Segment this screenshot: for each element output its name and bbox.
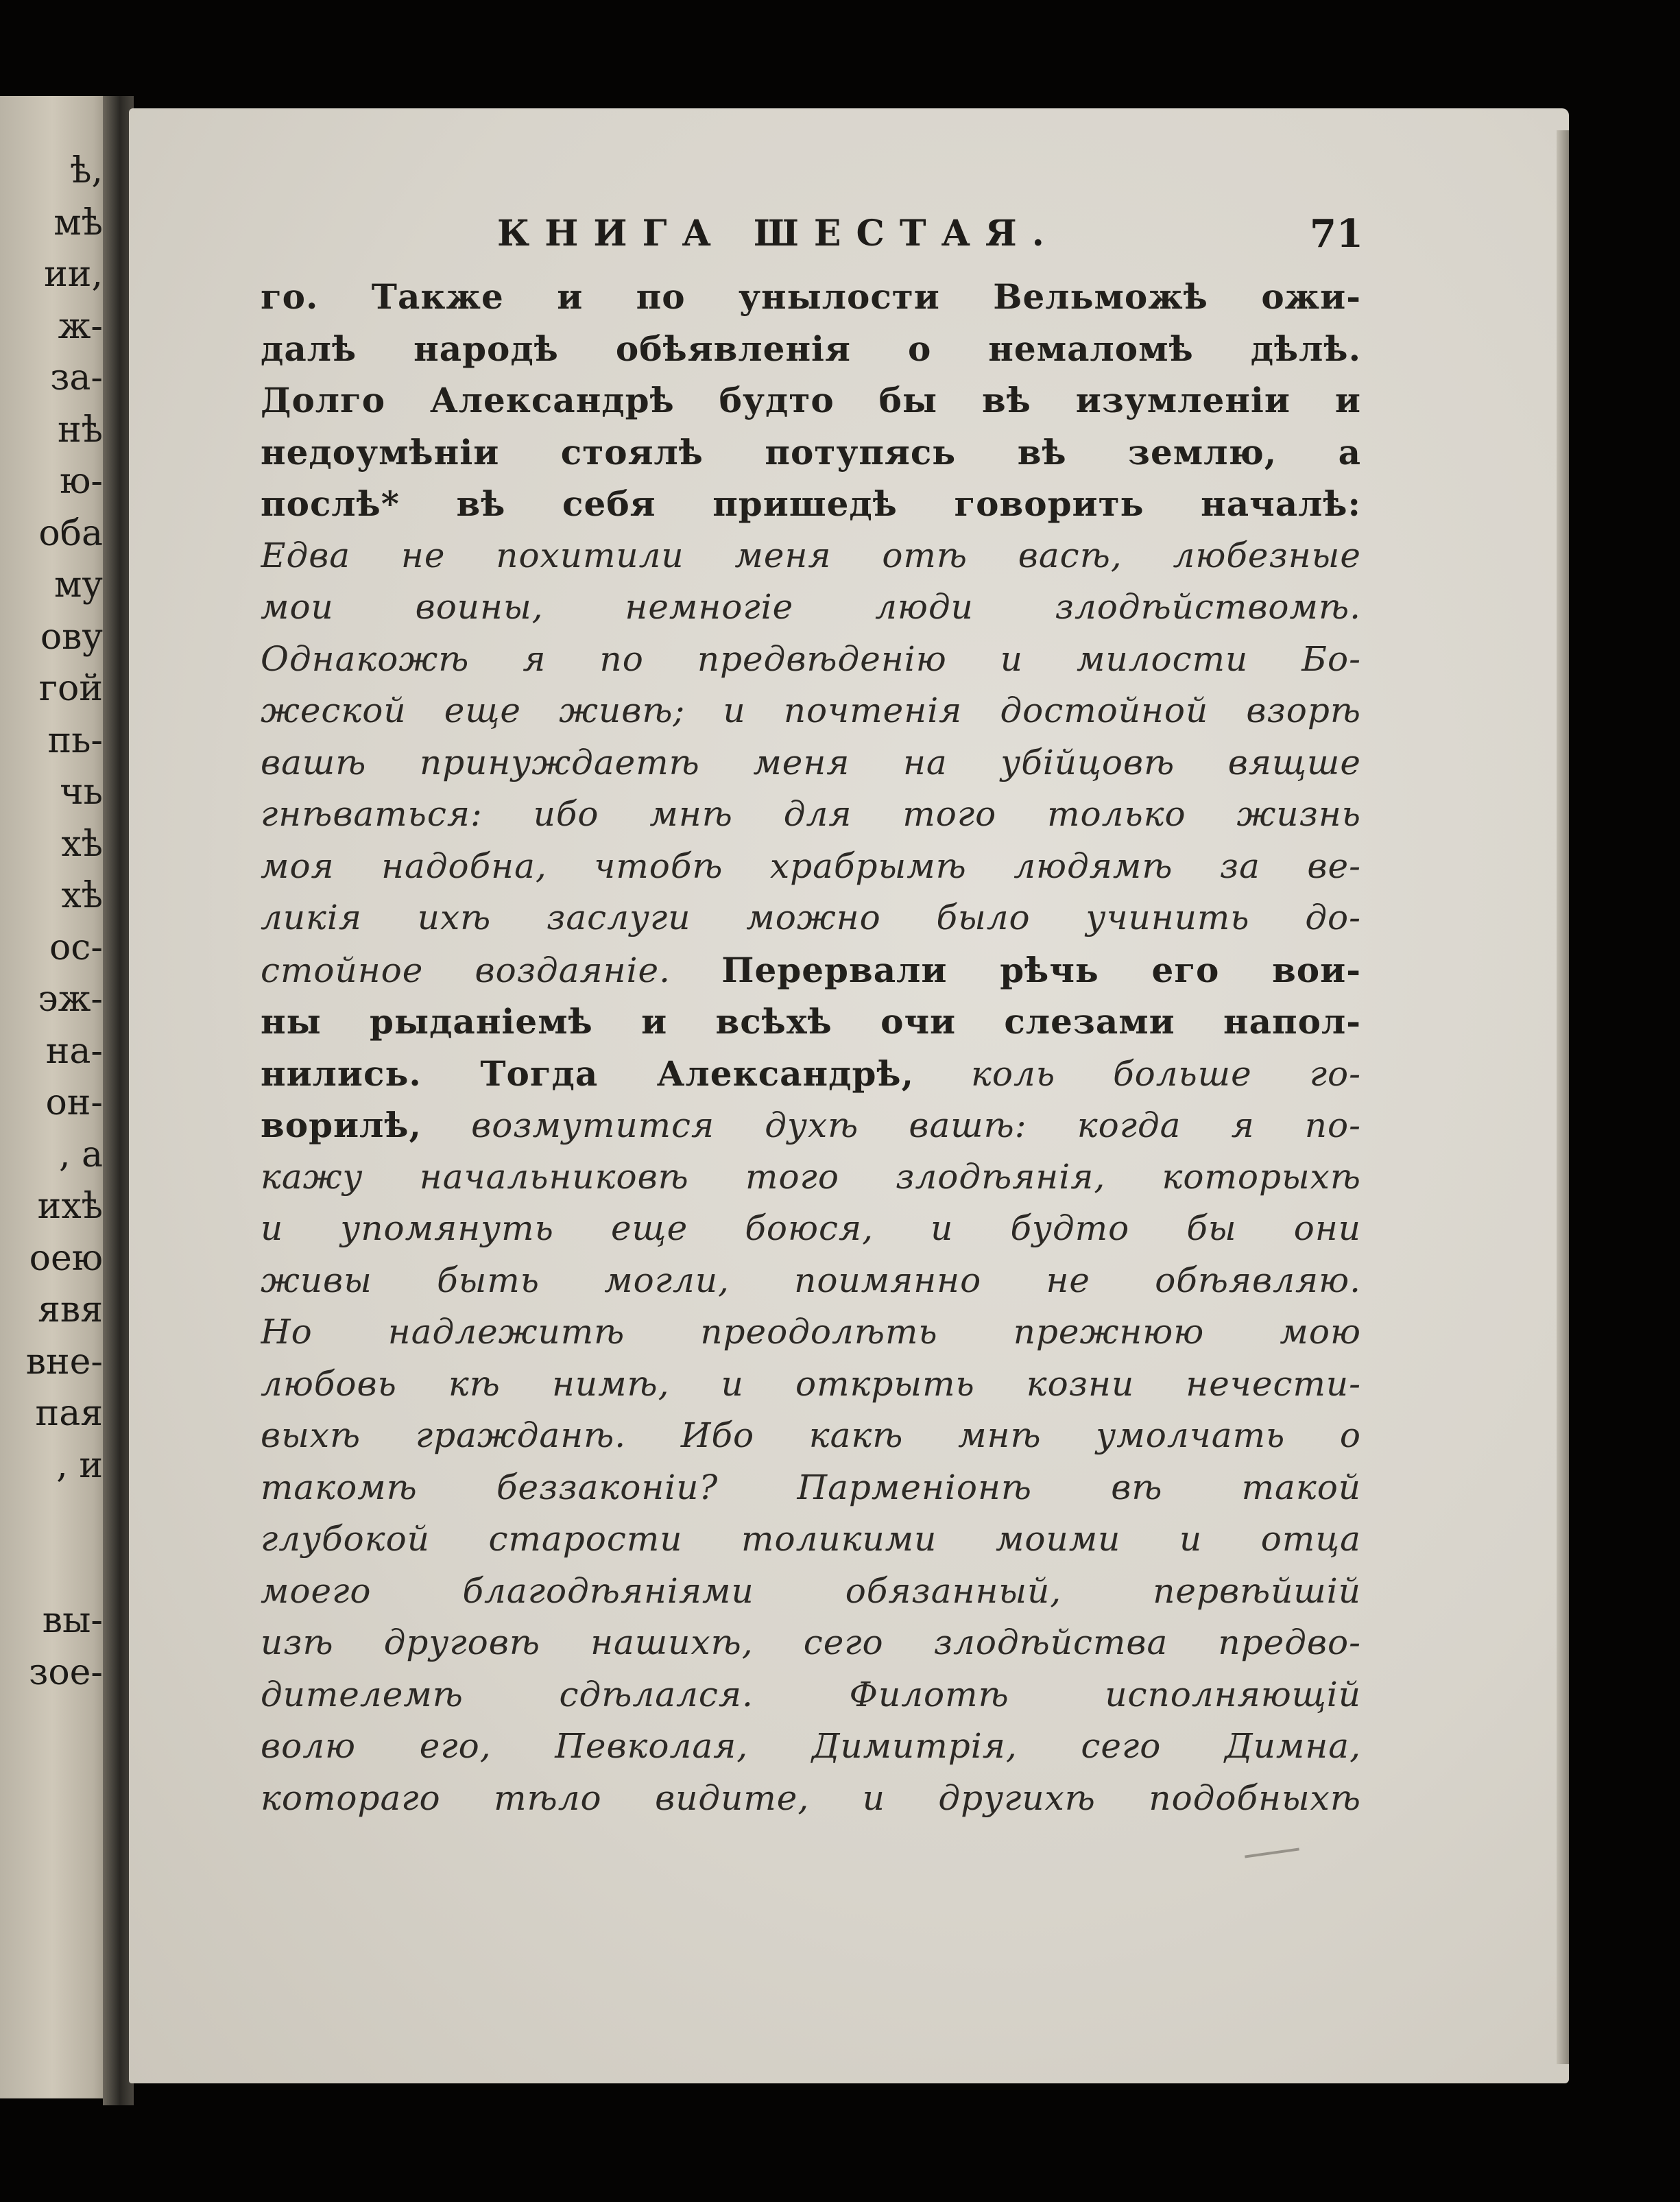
italic-text: кажу начальниковѣ того злодѣянія, которыхѣ xyxy=(261,1156,1361,1197)
left-fragment: хѣ xyxy=(61,823,103,865)
text-line xyxy=(261,1255,1361,1307)
italic-text: жеской еще живѣ; и почтенія достойной взорѣ xyxy=(261,691,1361,730)
roman-text: нились. Тогда Александрѣ, xyxy=(261,1053,914,1094)
italic-text: вашѣ принуждаетѣ меня на убійцовѣ вящше xyxy=(261,742,1361,782)
italic-text: моего благодѣяніями обязанный, первѣйшій xyxy=(261,1570,1361,1611)
left-fragment: оба xyxy=(38,512,103,554)
left-fragment: , а xyxy=(58,1134,103,1175)
text-line xyxy=(261,1721,1361,1773)
left-fragment: пая xyxy=(35,1393,103,1434)
text-line xyxy=(261,996,1361,1048)
text-line xyxy=(261,530,1361,582)
roman-text: Долго Александрѣ будто бы вѣ изумленіи и xyxy=(261,380,1361,420)
text-line xyxy=(261,1773,1361,1825)
roman-text: ны рыданіемѣ и всѣхѣ очи слезами напол- xyxy=(261,1001,1361,1042)
left-fragment: ю- xyxy=(60,461,103,502)
italic-text: выхѣ гражданѣ. Ибо какѣ мнѣ умолчать о xyxy=(261,1415,1361,1455)
left-fragment: , и xyxy=(56,1444,103,1486)
roman-text: недоумѣніи стоялѣ потупясь вѣ землю, а xyxy=(261,431,1361,472)
text-line xyxy=(261,789,1361,841)
left-fragment: ову xyxy=(40,616,103,658)
text-line xyxy=(261,478,1361,530)
roman-text: послѣ* вѣ себя пришедѣ говорить началѣ: xyxy=(261,483,1361,524)
roman-text: ворилѣ, xyxy=(261,1105,422,1145)
left-fragment xyxy=(0,1492,103,1544)
left-fragment: му xyxy=(53,564,103,606)
roman-text: го. Также и по унылости Вельможѣ ожи- xyxy=(261,276,1361,317)
text-line xyxy=(261,1099,1361,1151)
text-line xyxy=(261,685,1361,737)
left-fragment: вы- xyxy=(42,1600,103,1641)
left-fragment: эж- xyxy=(38,979,103,1020)
left-fragment: он- xyxy=(45,1082,103,1123)
text-line xyxy=(261,1048,1361,1100)
italic-text: Однакожѣ я по предвѣденію и милости Бо- xyxy=(261,638,1361,679)
italic-text: мои воины, немногіе люди злодѣйствомѣ. xyxy=(261,587,1361,627)
text-line xyxy=(261,1669,1361,1721)
text-line xyxy=(261,1617,1361,1669)
italic-text: ликія ихѣ заслуги можно было учинить до- xyxy=(261,898,1361,937)
left-fragment: зое- xyxy=(28,1651,103,1693)
left-fragment: чь xyxy=(60,771,103,813)
page-number: 71 xyxy=(1310,211,1363,256)
text-line xyxy=(261,427,1361,479)
left-fragment xyxy=(0,1544,103,1596)
roman-text: Перервали рѣчь его вои- xyxy=(721,949,1361,990)
left-fragment: за- xyxy=(50,357,103,398)
italic-text: и упомянуть еще боюся, и будто бы они xyxy=(261,1208,1361,1248)
text-line xyxy=(261,1306,1361,1359)
text-line xyxy=(261,323,1361,375)
italic-text: возмутится духѣ вашѣ: когда я по- xyxy=(471,1105,1361,1145)
text-line xyxy=(261,1462,1361,1514)
italic-text: изѣ друговѣ нашихѣ, сего злодѣйства предво- xyxy=(261,1623,1361,1662)
left-fragment: ос- xyxy=(49,926,103,968)
italic-text: дителемѣ сдѣлался. Филотѣ исполняющій xyxy=(261,1674,1361,1714)
left-fragment: явя xyxy=(38,1289,103,1330)
left-fragment: ѣ, xyxy=(70,150,103,191)
left-fragment: оею xyxy=(29,1237,103,1279)
italic-text: Едва не похитили меня отѣ васѣ, любезные xyxy=(261,535,1361,575)
italic-text: гнѣваться: ибо мнѣ для того только жизнь xyxy=(261,794,1361,834)
italic-text: живы быть могли, поимянно не обѣявляю. xyxy=(261,1260,1361,1300)
left-fragment: нѣ xyxy=(57,409,103,451)
left-page-text-fragments xyxy=(0,145,103,1699)
italic-text: Но надлежитѣ преодолѣть прежнюю мою xyxy=(261,1312,1361,1352)
text-line xyxy=(261,582,1361,634)
text-line xyxy=(261,944,1361,996)
text-line xyxy=(261,892,1361,944)
left-fragment: ж- xyxy=(58,305,103,347)
left-fragment: ихѣ xyxy=(37,1186,103,1227)
text-line xyxy=(261,737,1361,789)
left-fragment: пь- xyxy=(47,719,103,761)
text-line xyxy=(261,1359,1361,1411)
text-line xyxy=(261,374,1361,427)
text-line xyxy=(261,1513,1361,1566)
italic-text: котораго тѣло видите, и другихѣ подобныхѣ xyxy=(261,1778,1361,1818)
italic-text: такомѣ беззаконіи? Парменіонѣ вѣ такой xyxy=(261,1467,1361,1507)
italic-text: волю его, Певколая, Димитрія, сего Димна, xyxy=(261,1726,1361,1766)
left-fragment: на- xyxy=(45,1030,103,1072)
left-fragment: гой xyxy=(38,668,103,709)
text-line xyxy=(261,271,1361,323)
text-line xyxy=(261,1566,1361,1618)
italic-text: коль больше го- xyxy=(971,1053,1361,1094)
roman-text: далѣ народѣ обѣявленія о немаломѣ дѣлѣ. xyxy=(261,328,1361,369)
italic-text: моя надобна, чтобѣ храбрымѣ людямѣ за ве- xyxy=(261,846,1361,886)
text-line xyxy=(261,841,1361,893)
text-line xyxy=(261,1203,1361,1255)
italic-text: стойное воздаяніе. xyxy=(261,950,671,990)
italic-text: любовь кѣ нимѣ, и открыть козни нечести- xyxy=(261,1363,1361,1404)
page-edge xyxy=(1557,130,1569,2064)
text-line xyxy=(261,1151,1361,1204)
text-line xyxy=(261,1410,1361,1462)
italic-text: глубокой старости толикими моими и отца xyxy=(261,1519,1361,1559)
left-fragment: ии, xyxy=(44,254,103,295)
left-fragment: хѣ xyxy=(61,875,103,916)
left-fragment: мѣ xyxy=(53,202,103,243)
running-head: КНИГА ШЕСТАЯ. xyxy=(497,213,1059,254)
left-fragment: вне- xyxy=(25,1341,103,1383)
text-line xyxy=(261,634,1361,686)
body-text xyxy=(261,271,1361,1824)
